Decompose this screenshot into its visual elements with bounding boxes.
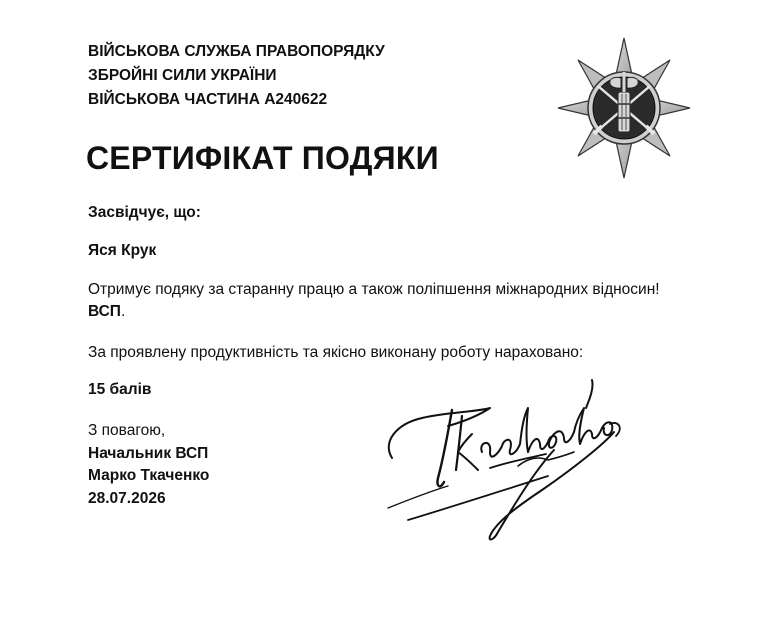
gratitude-org: ВСП [88,303,121,320]
recipient-name: Яся Крук [88,242,157,259]
signer-name: Марко Ткаченко [88,467,210,484]
points-value: 15 балів [88,381,152,398]
gratitude-end: . [120,303,126,320]
closing-block [88,420,209,510]
gratitude-text: Отримує подяку за старанну працю а також поліпшення міжнародних відносин! [88,281,660,298]
gratitude-paragraph [88,279,668,323]
military-police-emblem-icon [556,36,692,180]
handwritten-signature [378,372,630,548]
regards-text: З повагою, [88,422,166,439]
certificate-title: СЕРТИФІКАТ ПОДЯКИ [86,140,439,176]
organization-header [88,40,385,112]
header-line-service: ВІЙСЬКОВА СЛУЖБА ПРАВОПОРЯДКУ [88,43,385,60]
signer-position: Начальник ВСП [88,444,209,462]
header-line-unit: ВІЙСЬКОВА ЧАСТИНА А240622 [88,91,328,108]
certifies-label: Засвідчує, що: [88,204,201,221]
accrual-text: За проявлену продуктивність та якісно виконану роботу нараховано: [88,344,584,361]
header-line-forces: ЗБРОЙНІ СИЛИ УКРАЇНИ [88,67,277,84]
signature-date: 28.07.2026 [88,489,166,507]
